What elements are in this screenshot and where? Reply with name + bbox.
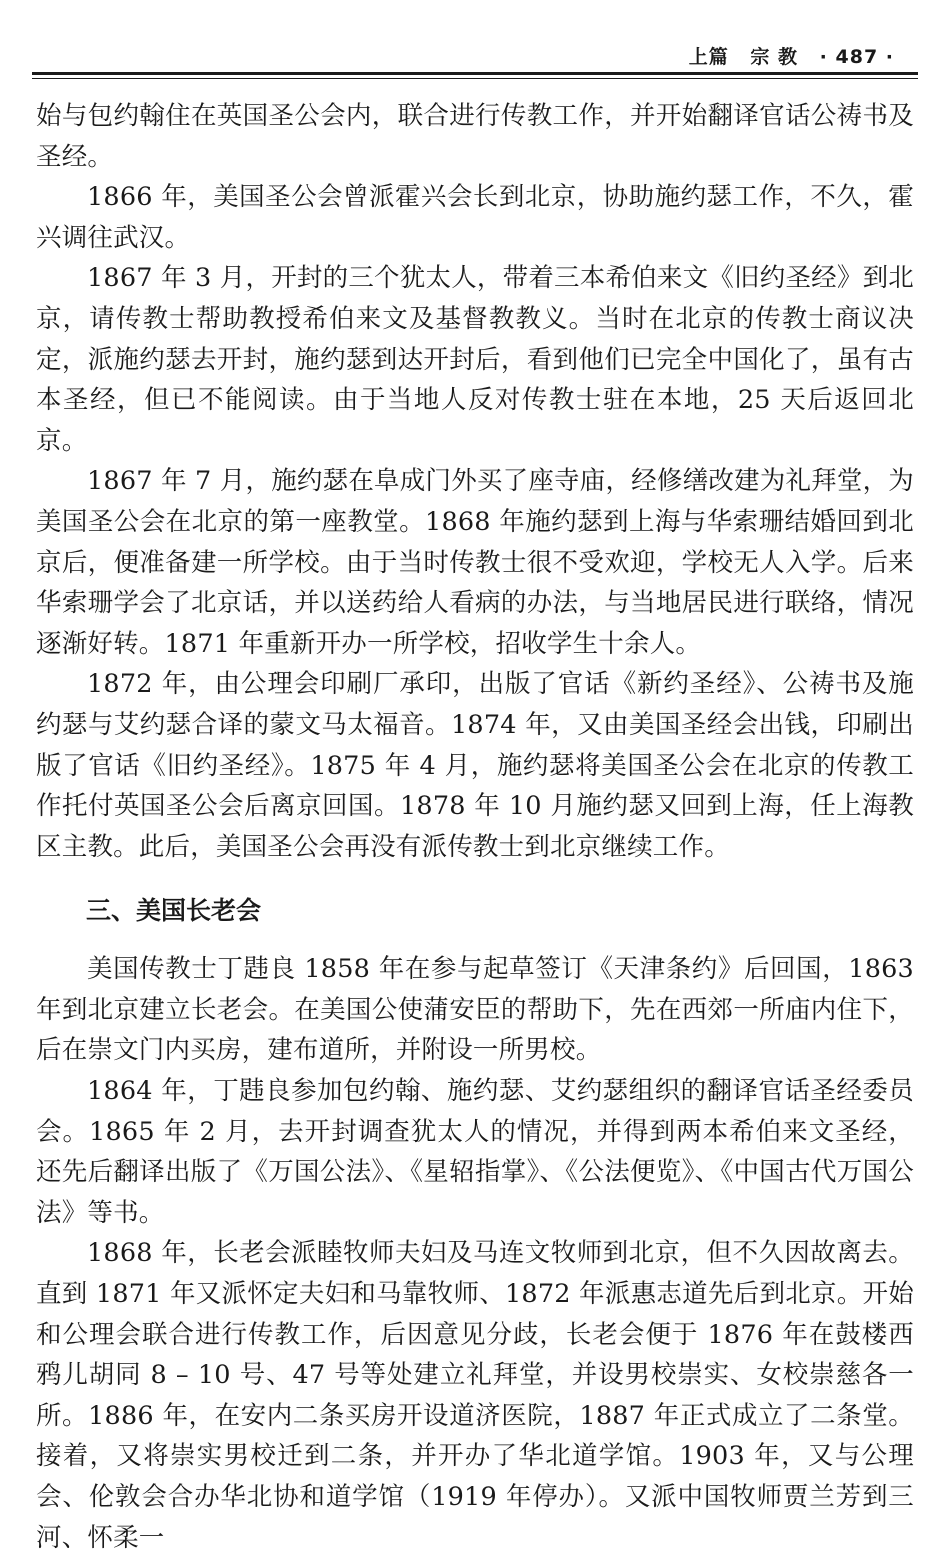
header-text: [675, 42, 894, 69]
paragraph: 1864 年，丁韪良参加包约翰、施约瑟、艾约瑟组织的翻译官话圣经委员会。1865 年 2 月，去开封调查犹太人的情况，并得到两本希伯来文圣经，还先后翻译出版了《万国公法》、《星轺指掌》、《公法便览》、《中国古代万国公法》等书。: [36, 1076, 914, 1228]
paragraph: 1867 年 7 月，施约瑟在阜成门外买了座寺庙，经修缮改建为礼拜堂，为美国圣公会在北京的第一座教堂。1868 年施约瑟到上海与华索珊结婚回到北京后，便准备建一所学校。由于当时传教士很不受欢迎，学校无人入学。后来华索珊学会了北京话，并以送药给人看病的办法，与当地居民进行联络，情况逐渐好转。1871 年重新开办一所学校，招收学生十余人。: [36, 466, 914, 659]
running-header: [32, 42, 918, 72]
header-chapter: 宗 教: [750, 46, 799, 68]
header-page-number: · 487 ·: [819, 46, 894, 68]
body-text: [36, 96, 914, 1558]
header-rule-thin: [32, 78, 918, 79]
paragraph: 美国传教士丁韪良 1858 年在参与起草签订《天津条约》后回国，1863 年到北京建立长老会。在美国公使蒲安臣的帮助下，先在西郊一所庙内住下，后在崇文门内买房，建布道所，并附设一所男校。: [36, 954, 914, 1066]
header-section: 上篇: [688, 46, 729, 68]
paragraph: 始与包约翰住在英国圣公会内，联合进行传教工作，并开始翻译官话公祷书及圣经。: [36, 101, 914, 172]
paragraph: 1867 年 3 月，开封的三个犹太人，带着三本希伯来文《旧约圣经》到北京，请传教士帮助教授希伯来文及基督教教义。当时在北京的传教士商议决定，派施约瑟去开封，施约瑟到达开封后，看到他们已完全中国化了，虽有古本圣经，但已不能阅读。由于当地人反对传教士驻在本地，25 天后返回北京。: [36, 263, 914, 456]
paragraph: 1872 年，由公理会印刷厂承印，出版了官话《新约圣经》、公祷书及施约瑟与艾约瑟合译的蒙文马太福音。1874 年，又由美国圣经会出钱，印刷出版了官话《旧约圣经》。1875 年 4 月，施约瑟将美国圣公会在北京的传教工作托付英国圣公会后离京回国。1878 年 10 月施约瑟又回到上海，任上海教区主教。此后，美国圣公会再没有派传教士到北京继续工作。: [36, 669, 914, 862]
paragraph: 1866 年，美国圣公会曾派霍兴会长到北京，协助施约瑟工作，不久，霍兴调往武汉。: [36, 182, 914, 253]
paragraph: 1868 年，长老会派睦牧师夫妇及马连文牧师到北京，但不久因故离去。直到 1871 年又派怀定夫妇和马靠牧师、1872 年派惠志道先后到北京。开始和公理会联合进行传教工作，后因意见分歧，长老会便于 1876 年在鼓楼西鸦儿胡同 8 – 10 号、47 号等处建立礼拜堂，并设男校崇实、女校崇慈各一所。1886 年，在安内二条买房开设道济医院，1887 年正式成立了二条堂。接着，又将崇实男校迁到二条，并开办了华北道学馆。1903 年，又与公理会、伦敦会合办华北协和道学馆（1919 年停办）。又派中国牧师贾兰芳到三河、怀柔一: [36, 1238, 914, 1553]
section-heading: 三、美国长老会: [86, 896, 262, 926]
header-rule-thick: [32, 72, 918, 75]
